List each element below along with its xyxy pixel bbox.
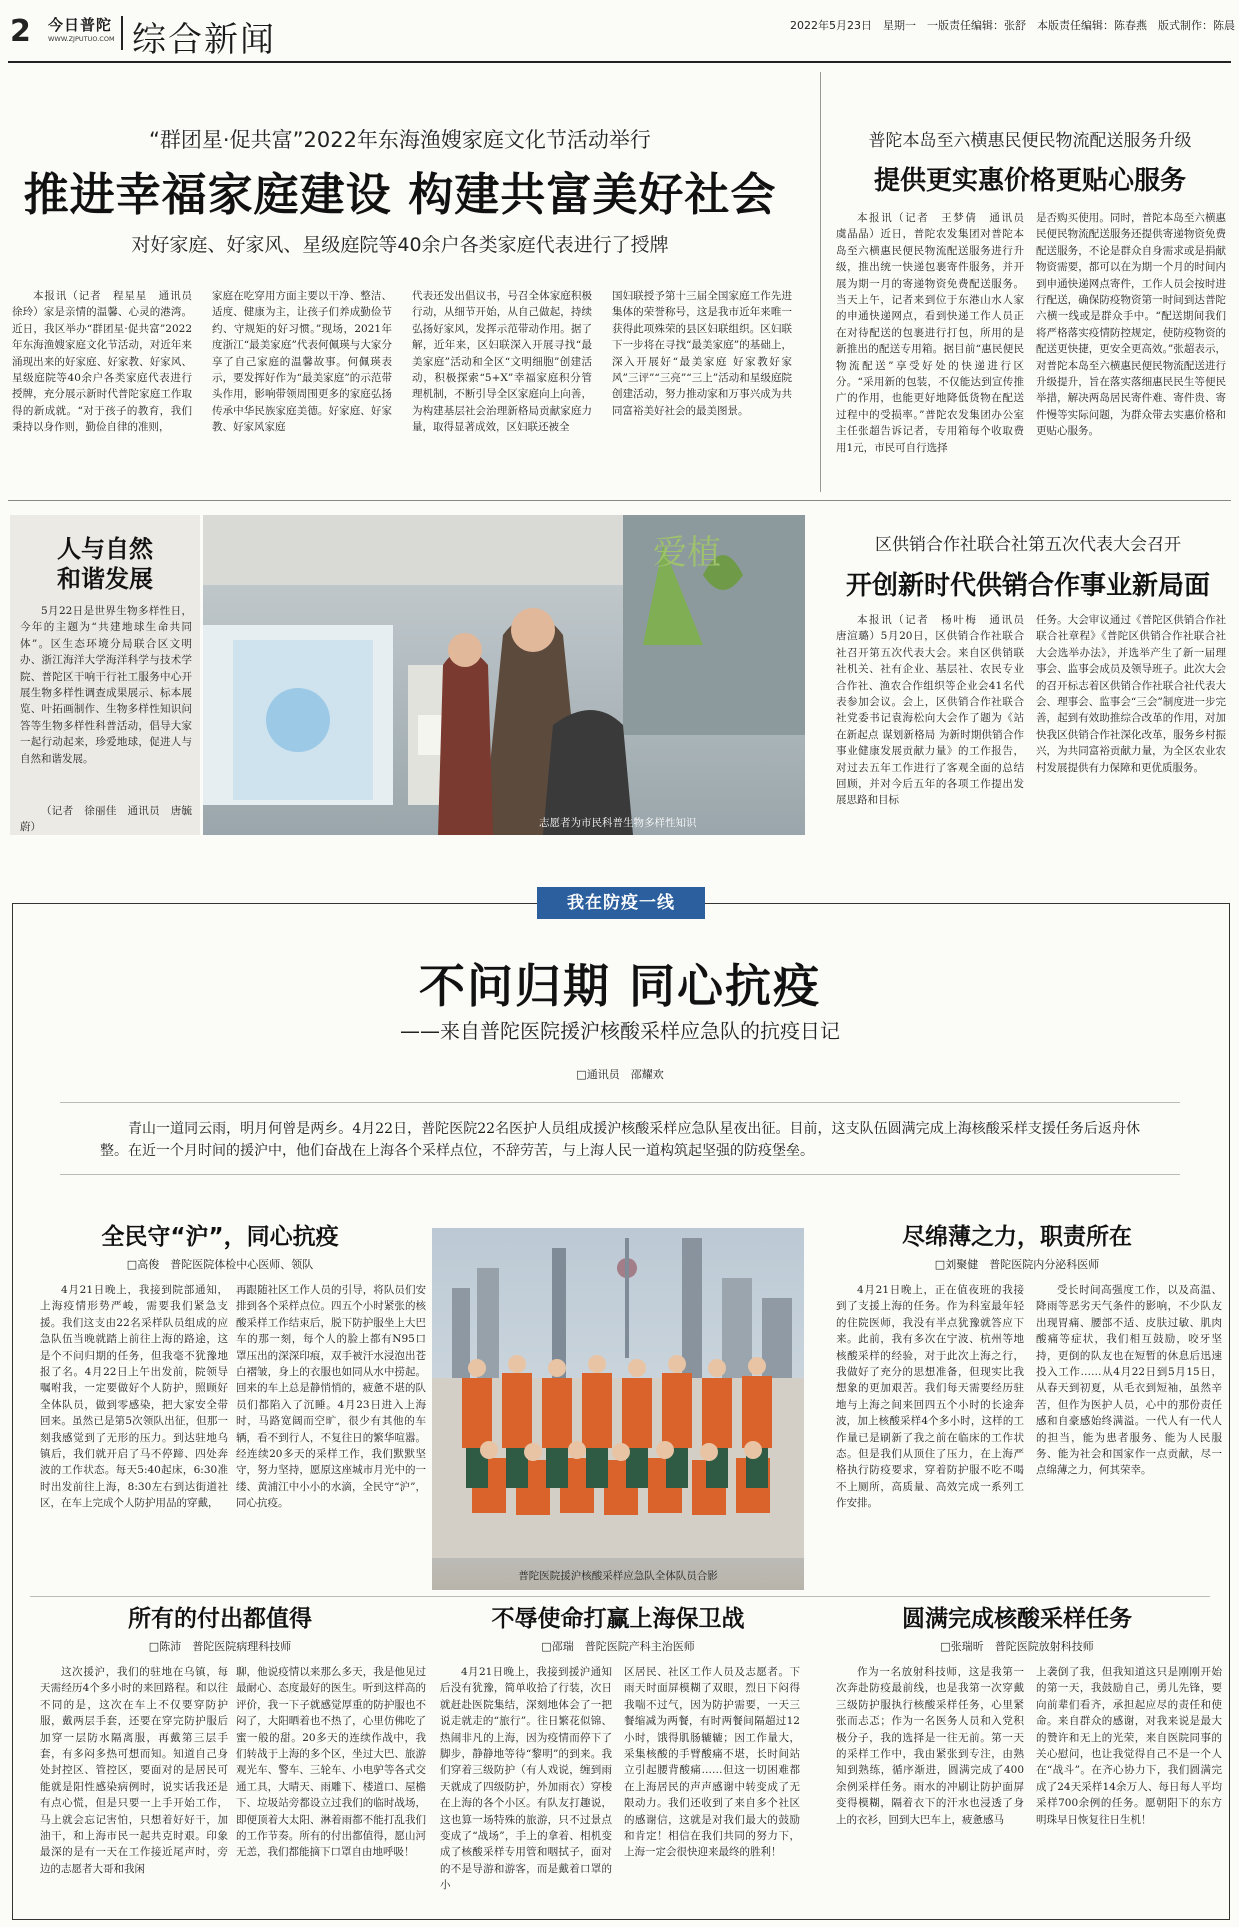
nature-title-line2: 和谐发展 bbox=[57, 565, 153, 593]
logo-url: WWW.ZJPUTUO.COM bbox=[48, 35, 115, 43]
page-number: 2 bbox=[10, 14, 31, 49]
diary-4-column-1 bbox=[440, 1664, 612, 1912]
nature-photo-caption: 志愿者为市民科普生物多样性知识 bbox=[539, 817, 697, 829]
lead-subheadline: 对好家庭、好家风、星级庭院等40余户各类家庭代表进行了授牌 bbox=[131, 234, 669, 256]
diary-5-paragraph-1: 作为一名放射科技师，这是我第一次奔赴防疫最前线，也是我第一次穿戴三级防护服执行核酸采样任务，心里紧张而忐忑；作为一名医务人员和入党积极分子，我的选择是一往无前。第一天的采样工作中，我由紧张到专注，由熟知到熟练，循序渐进，圆满完成了400余例采样任务。雨水的冲刷让防护面屏变得模糊，隔着衣下的汗水也浸透了身上的衣衫，回到大巴车上，疲惫感马 bbox=[836, 1666, 1024, 1826]
diary-4-title: 不辱使命打赢上海保卫战 bbox=[491, 1606, 745, 1632]
nature-text bbox=[20, 603, 192, 803]
team-photo bbox=[432, 1228, 804, 1590]
section-title: 综合新闻 bbox=[132, 20, 276, 60]
column-divider bbox=[820, 72, 821, 492]
team-photo-art bbox=[432, 1228, 804, 1590]
feature-headline: 不问归期 同心抗疫 bbox=[418, 959, 821, 1013]
coop-kicker: 区供销合作社联合社第五次代表大会召开 bbox=[875, 535, 1181, 555]
feature-subheadline: ——来自普陀医院援沪核酸采样应急队的抗疫日记 bbox=[400, 1019, 840, 1043]
coop-paragraph-2: 任务。大会审议通过《普陀区供销合作社联合社章程》《普陀区供销合作社联合社大会选举办法》，并选举产生了新一届理事会、监事会成员及领导班子。此次大会的召开标志着区供销合作社联合社代表大会、理事会、监事会“三会”制度进一步完善，起到有效助推综合改革的作用，对加快我区供销合作社深化改革，服务乡村振兴，为共同富裕贡献力量，为全区农业农村发展提供有力保障和更优质服务。 bbox=[1036, 614, 1226, 774]
lead-column-4 bbox=[612, 288, 792, 478]
intro-text: 青山一道同云雨，明月何曾是两乡。4月22日，普陀医院22名医护人员组成援沪核酸采样应急队星夜出征。目前，这支队伍圆满完成上海核酸采样支援任务后返舟休整。在近一个月时间的援沪中，他们奋战在上海各个采样点位，不辞劳苦，与上海人民一道构筑起坚强的防疫堡垒。 bbox=[100, 1121, 1140, 1159]
diary-3-paragraph-2: 聊，他说疫情以来那么多天，我是他见过最耐心、态度最好的医生。听到这样高的评价，我一下子就感觉厚重的防护服也不闷了，大阳晒着也不热了，心里仿佛吃了蜜一般的甜。20多天的连续作战中，我们转战于上海的多个区，坐过大巴、旅游观光车、警车、三轮车、小电驴等各式交通工具，大晴天、雨雕下、楼道口、屋檐下、垃圾站旁都设立过我们的临时战场，即便顶着大太阳、淋着雨都不能打乱我们的工作节奏。所有的付出都值得，愿山河无恙，我们都能摘下口罩自由地呼吸！ bbox=[236, 1666, 426, 1859]
intro-rule-top bbox=[60, 1102, 1180, 1103]
intro-rule-bottom bbox=[60, 1174, 1180, 1175]
diary-3-author: □陈沛 普陀医院病理科技师 bbox=[148, 1640, 292, 1653]
header-divider bbox=[121, 16, 123, 50]
diary-2-title: 尽绵薄之力，职责所在 bbox=[902, 1224, 1132, 1250]
lead-paragraph-2: 家庭在吃穿用方面主要以干净、整洁、适度、健康为主，让孩子们养成勤俭节约、守规矩的好习惯。”现场，2021年度浙江“最美家庭”代表何佩瑛与大家分享了自己家庭的温馨故事。何佩瑛表示，要发挥好作为“最美家庭”的示范带头作用，影响带领周围更多的家庭弘扬传承中华民族家庭美德。好家庭、好家教、好家风家庭 bbox=[212, 290, 392, 434]
diary-3-column-1 bbox=[40, 1664, 228, 1912]
service-column-1 bbox=[836, 210, 1035, 488]
header-meta: 2022年5月23日 星期一 一版责任编辑：张舒 本版责任编辑：陈春燕 版式制作：陈晨 bbox=[790, 19, 1235, 32]
service-kicker: 普陀本岛至六横惠民便民物流配送服务升级 bbox=[868, 131, 1192, 151]
header-rule bbox=[8, 61, 1231, 63]
coop-column-1 bbox=[836, 612, 1035, 837]
diary-5-author: □张瑞昕 普陀医院放射科技师 bbox=[940, 1640, 1094, 1653]
diary-1-paragraph-1: 4月21日晚上，我接到院部通知，上海疫情形势严峻，需要我们紧急支援。我们这支由22名采样队员组成的应急队伍当晚就踏上前往上海的路途，这是个不问归期的任务，但我毫不犹豫地报了名。4月22日上午出发前，院领导嘱咐我，一定要做好个人防护，照顾好全体队员，做到零感染，把大家安全带回来。虽然已是第5次领队出征，但那一刻我感觉到了无形的压力。到达驻地乌镇后，我们就开启了马不停蹄、四处奔波的工作状态。每天5:40起床，6:30准时出发前往上海，8:30左右到达街道社区，在车上完成个人防护用品的穿戴， bbox=[40, 1284, 228, 1510]
lead-column-2 bbox=[212, 288, 392, 478]
lead-paragraph-3: 代表还发出倡议书，号召全体家庭积极行动，从细节开始，从自己做起，持续弘扬好家风，发挥示范带动作用。据了解，近年来，区妇联深入开展寻找“最美家庭”活动和全区“文明细胞”创建活动，积极探索“5+X”幸福家庭积分管理机制，不断引导全区家庭向上向善，为构建基层社会治理新格局贡献家庭力量，取得显著成效，区妇联还被全 bbox=[412, 290, 592, 434]
diary-3-title: 所有的付出都值得 bbox=[128, 1606, 312, 1632]
feature-reporter: □通讯员 邵耀欢 bbox=[576, 1068, 664, 1081]
diary-5-column-2 bbox=[1036, 1664, 1222, 1912]
nature-credit: （记者 徐丽佳 通讯员 唐毓蔚） bbox=[20, 805, 192, 834]
service-paragraph-2: 是否购买使用。同时，普陀本岛至六横惠民便民物流配送服务还提供寄递物资免费配送服务，不论是群众自身需求或是捐献物资需要，都可以在为期一个月的时间内到申通快递网点寄件，工作人员会按时进行配送，确保防疫物资第一时间到达普陀六横一线或是群众手中。“配送期间我们将严格落实疫情防控规定，使防疫物资的配送更快捷，更安全更高效。”张超表示，对普陀本岛至六横惠民便民物流配送进行升级提升，旨在落实落细惠民民生等便民举措，解决两岛居民寄件难、寄件贵、寄件慢等实际问题，为群众带去实惠价格和更贴心服务。 bbox=[1036, 212, 1226, 438]
diary-5-paragraph-2: 上袭倒了我，但我知道这只是刚刚开始的第一天，我鼓励自己，勇儿先锋，要向前辈们看齐，承担起应尽的责任和使命。来自群众的感谢，对我来说是最大的赞许和无上的光荣，来自医院同事的关心慰问，也让我觉得自己不是一个人在“战斗”。在齐心协力下，我们圆满完成了24天采样14余万人、每日每人平均采样700余例的任务。愿朝阳下的东方明珠早日恢复往日生机！ bbox=[1036, 1666, 1222, 1826]
diary-3-column-2 bbox=[236, 1664, 426, 1912]
lead-kicker: “群团星·促共富”2022年东海渔嫂家庭文化节活动举行 bbox=[149, 128, 651, 152]
diary-2-column-2 bbox=[1036, 1282, 1222, 1582]
logo-block bbox=[46, 14, 116, 50]
nature-photo-sign: 爱植 bbox=[653, 533, 721, 573]
lead-paragraph-1: 本报讯（记者 程星星 通讯员 徐玲）家是亲情的温馨、心灵的港湾。近日，我区举办“群团星·促共富”2022年东海渔嫂家庭文化节活动，对近年来涌现出来的好家庭、好家教、好家风、星级庭院等40余户各类家庭代表进行授牌，充分展示新时代普陀家庭工作取得的新成就。“对于孩子的教育，我们秉持以身作则，勤俭自律的准则， bbox=[12, 290, 203, 434]
coop-column-2 bbox=[1036, 612, 1226, 837]
diary-3-paragraph-1: 这次援沪，我们的驻地在乌镇，每天需经历4个多小时的来回路程。和以往不同的是，这次在车上不仅要穿防护服，戴两层手套，还要在穿完防护服后加穿一层防水隔离服，再戴第三层手套，有多闷多热可想而知。知道自己身处封控区、管控区，要面对的是居民可能就是阳性感染病例时，说实话我还是有点心慌，但是只要一上手开始工作，马上就会忘记害怕，只想着好好干，加油干，和上海市民一起共克时艰。印象最深的是有一天在工作接近尾声时，旁边的志愿者大哥和我闲 bbox=[40, 1666, 228, 1875]
rule-mid bbox=[8, 500, 1231, 501]
diary-1-title: 全民守“沪”，同心抗疫 bbox=[101, 1224, 339, 1250]
coop-headline: 开创新时代供销合作事业新局面 bbox=[845, 571, 1210, 601]
diary-1-author: □高俊 普陀医院体检中心医师、领队 bbox=[126, 1258, 314, 1271]
diary-4-column-2 bbox=[624, 1664, 800, 1912]
coop-paragraph-1: 本报讯（记者 杨叶梅 通讯员 唐渲璐）5月20日，区供销合作社联合社召开第五次代表大会。来自区供销联社机关、社有企业、基层社、农民专业合作社、渔农合作组织等企业会41名代表参加会议。会上，区供销合作社联合社党委书记袁海松向大会作了题为《站在新起点 谋划新格局 为新时期供销合作事业健康发展贡献力量》的工作报告，对过去五年工作进行了客观全面的总结回顾，并对今后五年的各项工作提出发展思路和目标 bbox=[836, 614, 1035, 807]
masthead bbox=[0, 0, 1239, 62]
diary-2-paragraph-1: 4月21日晚上，正在值夜班的我接到了支援上海的任务。作为科室最年轻的住院医师，我没有半点犹豫就答应下来。此前，我有多次在宁波、杭州等地核酸采样的经验，对于此次上海之行，我做好了充分的思想准备，但现实比我想象的更加艰苦。我们每天需要经历驻地与上海之间来回四五个小时的长途奔波，加上核酸采样4个多小时，这样的工作量已是刷新了我之前在临床的工作状态。但是我们从顶住了压力，在上海严格执行防疫要求，穿着防护服不吃不喝不上厕所，高质量、高效完成一系列工作安排。 bbox=[836, 1284, 1024, 1510]
diary-2-column-1 bbox=[836, 1282, 1024, 1582]
diary-1-paragraph-2: 再跟随社区工作人员的引导，将队员们安排到各个采样点位。四五个小时紧张的核酸采样工作结束后，脱下防护服坐上大巴车的那一刻，每个人的脸上都有N95口罩压出的深深印痕，双手被汗水浸泡出苍白褶皱，身上的衣服也如同从水中捞起。回来的车上总是静悄悄的，疲惫不堪的队员们都陷入了沉睡。4月23日进入上海时，马路宽阔而空旷，很少有其他的车辆，看不到行人，不复往日的繁华喧嚣。经连续20多天的采样工作，我们默默坚守，努力坚持，愿原这座城市月光中的一缕、黄浦江中小小的水滴，全民守“沪”，同心抗疫。 bbox=[236, 1284, 426, 1510]
lead-paragraph-4: 国妇联授予第十三届全国家庭工作先进集体的荣誉称号，这是我市近年来唯一获得此项殊荣的县区妇联组织。区妇联下一步将在寻找“最美家庭”的基础上，深入开展好“最美家庭 好家教好家风”三评”“三亮”“三上”活动和星级庭院创建活动，努力推动家和万事兴成为共同富裕美好社会的最美图景。 bbox=[612, 290, 792, 417]
logo-text: 今日普陀 bbox=[48, 16, 113, 34]
team-photo-caption: 普陀医院援沪核酸采样应急队全体队员合影 bbox=[518, 1570, 718, 1582]
service-paragraph-1: 本报讯（记者 王梦倩 通讯员 虞晶晶）近日，普陀农发集团对普陀本岛至六横惠民便民物流配送服务进行升级，推出统一快递包裹寄件服务，并开展为期一月的寄递物资免费配送服务。当天上午，记者来到位于东港山水人家的申通快递网点，看到快递工作人员正在对待配送的包裹进行打包，所用的是新推出的配送专用箱。据目前“惠民便民物流配送”享受好处的快递进行区分。“采用新的包装，不仅能达到宣传推广的作用，也能更好地降低货物在配送过程中的受损率。”普陀农发集团办公室主任张超告诉记者，专用箱每个收取费用1元，市民可自行选择 bbox=[836, 212, 1035, 454]
nature-panel bbox=[10, 515, 200, 835]
service-headline: 提供更实惠价格更贴心服务 bbox=[873, 166, 1186, 196]
diary-5-column-1 bbox=[836, 1664, 1024, 1912]
nature-paragraph: 5月22日是世界生物多样性日，今年的主题为“共建地球生命共同体”。区生态环境分局联合区文明办、浙江海洋大学海洋科学与技术学院、普陀区干响干行社工服务中心开展生物多样性调查成果展示、标本展览、叶拓画制作、生物多样性知识问答等生物多样性科普活动，倡导大家一起行动起来，珍爱地球，促进人与自然和谐发展。 bbox=[20, 605, 192, 765]
diary-rule bbox=[30, 1596, 1210, 1597]
nature-title-line1: 人与自然 bbox=[57, 535, 153, 563]
diary-1-column-2 bbox=[236, 1282, 426, 1582]
service-column-2 bbox=[1036, 210, 1226, 488]
feature-banner: 我在防疫一线 bbox=[537, 887, 705, 919]
diary-2-author: □刘聚健 普陀医院内分泌科医师 bbox=[934, 1258, 1100, 1271]
diary-4-author: □邵瑞 普陀医院产科主治医师 bbox=[541, 1640, 695, 1653]
lead-headline: 推进幸福家庭建设 构建共富美好社会 bbox=[23, 168, 777, 221]
diary-5-title: 圆满完成核酸采样任务 bbox=[902, 1606, 1132, 1632]
diary-4-paragraph-1: 4月21日晚上，我接到援沪通知后没有犹豫，简单收拾了行装，次日就赶赴医院集结，深刻地体会了一把说走就走的“旅行”。往日繁花似锦、热闹非凡的上海，因为疫情而停下了脚步，静静地等待“黎明”的到来。我们穿着三级防护（有人戏说，缠到雨天就成了四级防护，外加雨衣）穿梭在上海的各个小区。有队友打趣说，这也算一场特殊的旅游，只不过景点变成了“战场”，手上的拿着、相机变成了核酸采样专用管和咽拭子，面对的不是导游和游客，而是戴着口罩的小 bbox=[440, 1666, 612, 1892]
diary-1-column-1 bbox=[40, 1282, 228, 1582]
diary-2-paragraph-2: 受长时间高强度工作，以及高温、降雨等恶劣天气条件的影响，不少队友出现胃痛、腰部不适、皮肤过敏、肌肉酸痛等症状，我们相互鼓励，咬牙坚持，更倒的队友也在短暂的休息后迅速投入工作……从4月22日到5月15日，从春天到初夏，从毛衣到短袖，虽然辛苦，但作为医护人员，心中的那份责任感和自豪感始终满溢。一代人有一代人的担当，能为患者服务、能为人民服务、能为社会和国家作一点贡献，尽一点绵薄之力，何其荣幸。 bbox=[1036, 1284, 1222, 1477]
diary-4-paragraph-2: 区居民、社区工作人员及志愿者。下雨天时面屏模糊了双眼，烈日下闷得我喘不过气，因为防护需要，一天三餐缩减为两餐，有时两餐间隔超过12小时，饿得肌肠辘辘；因工作量大，采集核酸的手臂酸痛不堪，长时间站立引起腰背酸痛……但这一切困难都在上海居民的声声感谢中转变成了无限动力。我们还收到了来自多个社区的感谢信，这就是对我们最大的鼓励和肯定！相信在我们共同的努力下，上海一定会很快迎来最终的胜利！ bbox=[624, 1666, 800, 1859]
lead-column-1 bbox=[12, 288, 203, 478]
feature-intro bbox=[100, 1118, 1140, 1162]
lead-column-3 bbox=[412, 288, 592, 478]
nature-photo bbox=[203, 515, 805, 835]
